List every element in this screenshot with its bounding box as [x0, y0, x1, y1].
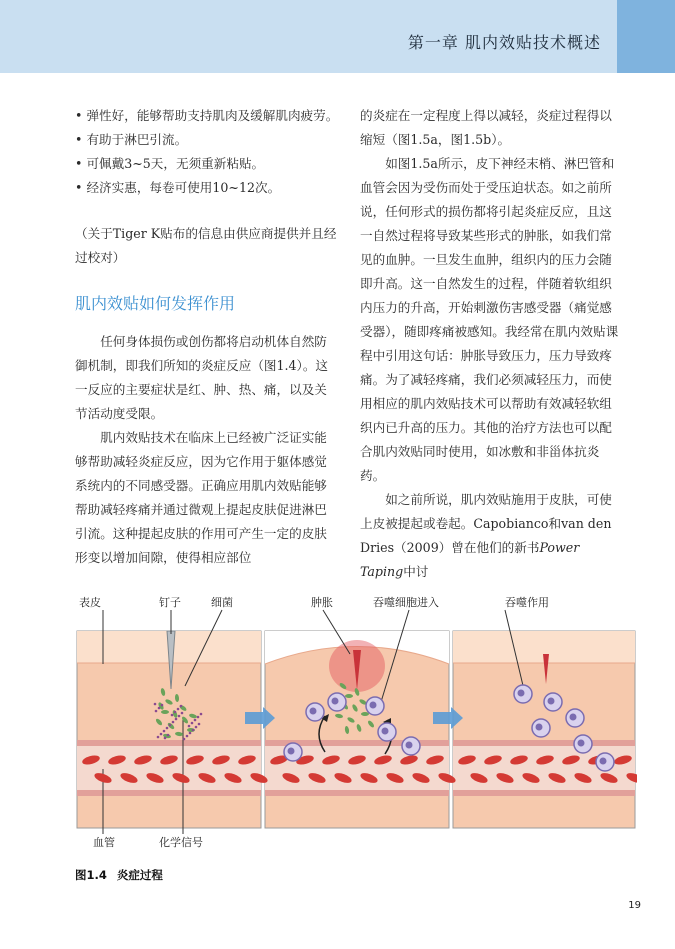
section-heading: 肌内效贴如何发挥作用 [75, 294, 236, 313]
bacterium [345, 694, 353, 698]
label-swelling: 肿胀 [311, 596, 333, 609]
phagocyte-nucleus [578, 740, 585, 747]
chemical-signal-dot [181, 712, 184, 715]
phagocyte-nucleus [518, 690, 525, 697]
body-paragraph: 任何身体损伤或创伤都将启动机体自然防御机制，即我们所知的炎症反应（图1.4）。这一反应的主要症状是红、肿、热、痛，以及关节活动度受限。 [75, 334, 329, 421]
chemical-signal-dot [194, 719, 197, 722]
phagocyte-nucleus [536, 724, 543, 731]
chemical-signal-dot [178, 715, 181, 718]
label-nail: 钉子 [159, 596, 181, 609]
chemical-signal-dot [171, 714, 174, 717]
chemical-signal-dot [158, 707, 161, 710]
chemical-signal-dot [166, 727, 169, 730]
bullet-item: • 有助于淋巴引流。 [75, 128, 337, 152]
chemical-signal-dot [189, 732, 192, 735]
paragraph-text: 如之前所说，肌内效贴施用于皮肤，可使上皮被提起或卷起。Capobianco和van den Dries（2009）曾在他们的新书 [360, 492, 612, 555]
chemical-signal-dot [160, 733, 163, 736]
bacterium [361, 712, 369, 716]
label-chemical-signals: 化学信号 [159, 836, 203, 849]
bullet-item: • 经济实惠，每卷可使用10~12次。 [75, 176, 337, 200]
phagocyte-nucleus [332, 698, 339, 705]
phagocyte-nucleus [600, 758, 607, 765]
chemical-signal-dot [177, 708, 180, 711]
phagocyte-nucleus [370, 702, 377, 709]
chemical-signal-dot [157, 736, 160, 739]
body-paragraph: 肌内效贴技术在临床上已经被广泛证实能够帮助减轻炎症反应，因为它作用于躯体感觉系统内的不同感受器。正确应用肌内效贴能够帮助减轻疼痛并通过微观上提起皮肤促进淋巴引流。这种提起皮肤的作用可产生一定的皮肤形变以增加间隙，使得相应部位 [75, 430, 327, 565]
bullet-item: • 弹性好，能够帮助支持肌肉及缓解肌肉疲劳。 [75, 104, 337, 128]
label-bacteria: 细菌 [211, 596, 233, 609]
inflammation-figure [75, 594, 637, 854]
chemical-signal-dot [192, 729, 195, 732]
chemical-signal-dot [169, 724, 172, 727]
chemical-signal-dot [161, 704, 164, 707]
phagocyte-nucleus [288, 748, 295, 755]
chapter-title: 第一章 肌内效贴技术概述 [407, 33, 601, 52]
page-number: 19 [628, 900, 641, 911]
phagocyte-nucleus [548, 698, 555, 705]
chemical-signal-dot [155, 710, 158, 713]
panel-swelling [265, 631, 449, 828]
feature-bullet-list [75, 104, 337, 200]
left-column [75, 104, 337, 570]
body-paragraph: 如图1.5a所示，皮下神经末梢、淋巴管和血管会因为受伤而处于受压迫状态。如之前所说，任何形式的损伤都将引起炎症反应，且这一自然过程将导致某些形式的肿胀，如我们常见的血肿。一旦发生血肿，组织内的压力会随即升高。这一自然发生的过程，伴随着软组织内压力的升高，开始刺激伤害感受器（痛觉感受器），随即疼痛被感知。我经常在肌内效贴课程中引用这句话：肿胀导致压力，压力导致疼痛。为了减轻疼痛，我们必须减轻压力，而使用相应的肌内效贴技术可以帮助有效减轻软组织内已升高的压力。其他的治疗方法也可以配合肌内效贴同时使用，如冰敷和非甾体抗炎药。 [360, 156, 619, 483]
book-title: Power Taping [360, 540, 580, 579]
supplier-note: （关于Tiger K贴布的信息由供应商提供并且经过校对） [75, 226, 337, 265]
label-blood-vessel: 血管 [93, 836, 115, 849]
label-epidermis: 表皮 [79, 596, 101, 609]
chemical-signal-dot [175, 718, 178, 721]
chemical-signal-dot [191, 722, 194, 725]
chemical-signal-dot [198, 723, 201, 726]
chemical-signal-dot [200, 713, 203, 716]
body-paragraph: 的炎症在一定程度上得以减轻，炎症过程得以缩短（图1.5a，图1.5b）。 [360, 108, 612, 147]
figure-caption [75, 867, 163, 883]
body-paragraph [360, 488, 622, 584]
panel-injury [77, 631, 261, 828]
chemical-signal-dot [154, 703, 157, 706]
chemical-signal-dot [172, 721, 175, 724]
label-phagocytosis: 吞噬作用 [505, 596, 549, 609]
inflammation-illustration [75, 594, 637, 854]
chemical-signal-dot [167, 734, 170, 737]
caption-title: 炎症过程 [116, 868, 163, 882]
bacterium [161, 710, 169, 714]
caption-number: 图1.4 [75, 868, 107, 882]
phagocyte-nucleus [382, 728, 389, 735]
chemical-signal-dot [195, 726, 198, 729]
chemical-signal-dot [188, 725, 191, 728]
chemical-signal-dot [164, 737, 167, 740]
right-column [360, 104, 622, 584]
header-tab [617, 0, 675, 73]
chemical-signal-dot [183, 738, 186, 741]
chemical-signal-dot [163, 730, 166, 733]
paragraph-text: 中讨 [403, 564, 429, 579]
chemical-signal-dot [197, 716, 200, 719]
chemical-signal-dot [180, 705, 183, 708]
phagocyte-nucleus [570, 714, 577, 721]
phagocyte-nucleus [310, 708, 317, 715]
bullet-item: • 可佩戴3~5天，无须重新粘贴。 [75, 152, 337, 176]
chemical-signal-dot [174, 711, 177, 714]
phagocyte-nucleus [406, 742, 413, 749]
label-phagocytes-enter: 吞噬细胞进入 [373, 596, 439, 609]
chemical-signal-dot [186, 735, 189, 738]
